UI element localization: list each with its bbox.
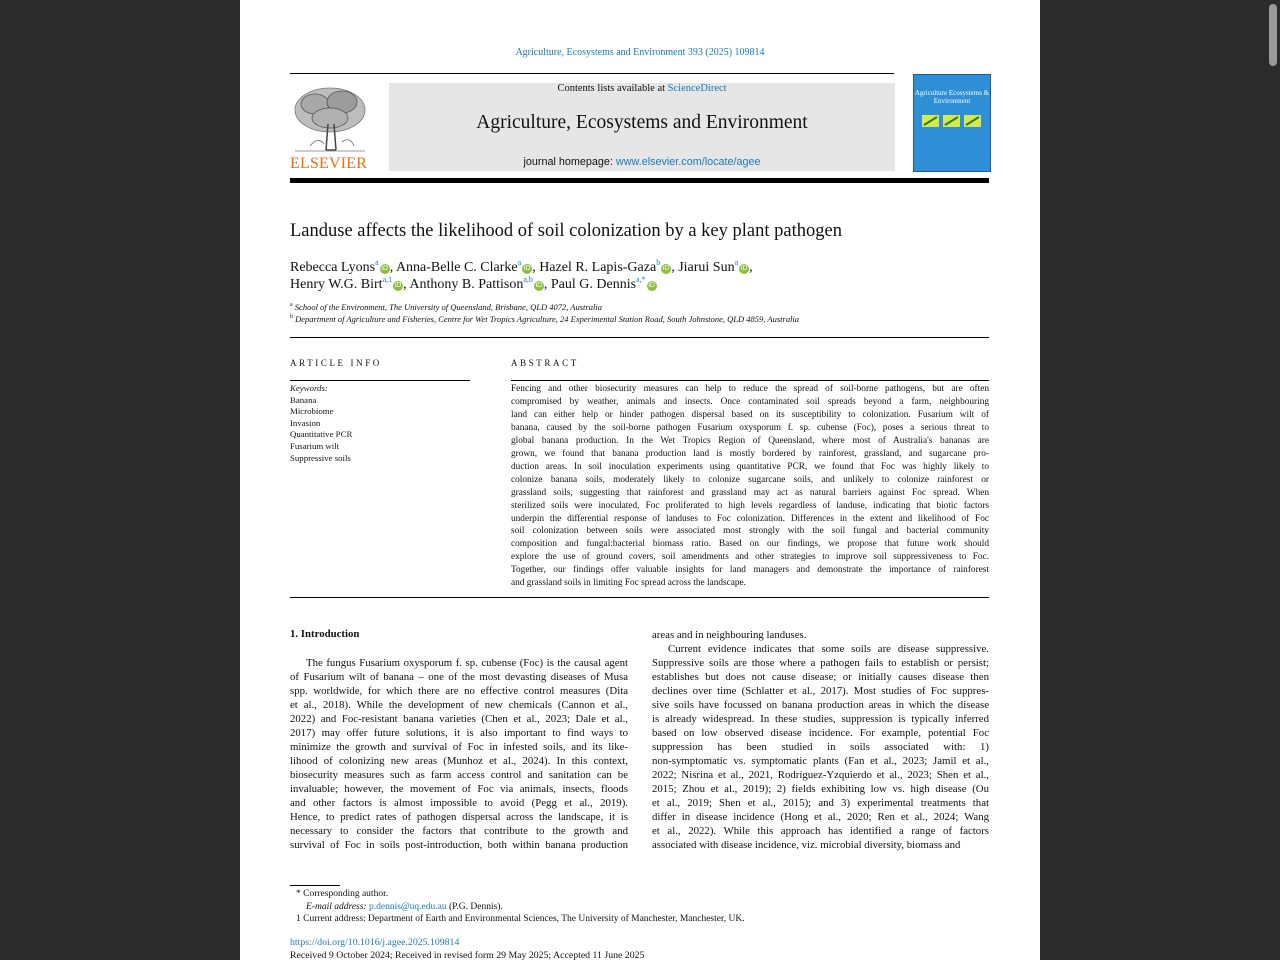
masthead-rule [290,178,989,183]
author-affiliation-mark[interactable]: a [375,258,379,267]
author-name: Anthony B. Pattison [409,277,524,292]
author-separator: , [389,260,396,275]
journal-cover-image [913,74,991,172]
body-line: 2017) may offer future solutions, it is also important to find ways to [290,727,628,739]
abstract-line: sterilized soils were inoculated, Foc proliferated to high levels regardless of landuse, indicating that biotic factors [511,500,989,511]
journal-homepage-link[interactable]: www.elsevier.com/locate/agee [615,156,761,168]
abstract-line: composition and fungal:bacterial biomass ratio. Based on our findings, we propose that future work should [511,539,989,550]
body-line: necessary to consider the factors that contribute to the growth and [290,825,628,837]
introduction-heading: 1. Introduction [290,628,360,640]
body-line: suppression has been studied in soils associated with: 1) [652,741,989,753]
article-title: Landuse affects the likelihood of soil colonization by a key plant pathogen [290,221,842,241]
abstract-line: grassland soils, suggesting that rainforest and grassland may act as natural barriers against Foc spread. When [511,487,989,498]
email-note: E-mail address: p.dennis@uq.edu.au (P.G. Dennis). [306,902,503,912]
author-separator: , [671,260,679,275]
sciencedirect-link[interactable]: ScienceDirect [667,83,727,94]
body-line: et al., 2022). While this approach has identified a range of factors [652,825,989,837]
keyword-item: Banana [290,394,317,405]
introduction-column-1 [290,656,628,852]
journal-homepage-line: journal homepage: www.elsevier.com/locate/agee [523,156,761,168]
abstract-line: banana, caused by the soil-borne pathogen Fusarium oxysporum f. sp. cubense (Foc), poses a serious threat to [511,422,989,433]
keywords-block [290,383,352,464]
keyword-item: Invasion [290,417,321,428]
orcid-icon[interactable]: iD [523,265,531,272]
abstract-heading: ABSTRACT [511,358,579,368]
body-line: lihood of colonizing new areas (Munhoz et al., 2024). In this context, [290,755,628,767]
journal-masthead [389,83,895,171]
body-line: non-symptomatic vs. symptomatic plants (Fan et al., 2023; Jamil et al., [652,755,989,767]
orcid-icon[interactable]: iD [662,265,670,272]
article-info-heading: ARTICLE INFO [290,358,382,368]
body-line: declines over time (Schlatter et al., 2017). Most studies of Foc suppres- [652,685,989,697]
body-line: biosecurity measures such as farm access control and sanitation can be [290,769,628,781]
affiliation-a: $^a$ School of the Environment, The University of Queensland, Brisbane, QLD 4072, Australia [290,302,602,312]
pdf-page [240,0,1040,960]
author-name: Hazel R. Lapis-Gaza [539,260,657,275]
abstract-line: duction areas. In soil inoculation experiments using quantitative PCR, we found that Foc was highly likely to [511,461,989,472]
author-name: Paul G. Dennis [550,277,637,292]
footnote-rule [290,885,340,886]
journal-citation[interactable]: Agriculture, Ecosystems and Environment 393 (2025) 109814 [515,47,765,58]
author-name: Jiarui Sun [678,260,735,275]
orcid-icon[interactable]: iD [535,282,543,289]
body-line: and other factors is almost impossible to avoid (Pegg et al., 2019). [290,797,628,809]
body-line: 2015; Zhou et al., 2019); 2) fields exhibiting low vs. high disease (Ou [652,783,989,795]
author-affiliation-mark[interactable]: a [517,258,522,267]
body-line: spp. worldwide, for which there are no effective control measures (Dita [290,685,628,697]
body-line: associated with disease incidence, viz. microbial diversity, biomass and [652,839,961,851]
body-line: survival of Foc in soils post-introduction, both within banana production [290,839,628,851]
author-affiliation-mark[interactable]: a,b [523,275,533,284]
contents-line: Contents lists available at ScienceDirect [557,83,727,94]
author-line-2 [290,275,657,293]
author-affiliation-mark[interactable]: a,1 [382,275,393,284]
keywords-list [290,395,352,465]
keyword-item: Fusarium wilt [290,440,340,451]
author-line-1 [290,258,753,276]
body-line: et al., 2018). While the development of new chemicals (Cannon et al., [290,699,628,711]
article-info-rule [290,380,470,381]
abstract-line: Together, our findings offer valuable insights for land managers and demonstrate the importance of rainforest [511,565,989,576]
body-line: 2022; Nisrina et al., 2021, Rodríguez-Yzquierdo et al., 2023; Shen et al., [652,769,989,781]
body-line: invaluable; however, the movement of Foc via animals, insects, floods [290,783,628,795]
doi-link[interactable]: https://doi.org/10.1016/j.agee.2025.109814 [290,937,460,948]
author-name: Rebecca Lyons [290,260,376,275]
abstract-text [511,383,989,590]
orcid-icon[interactable]: iD [381,265,389,272]
body-line: establishes but does not cause disease; or initially causes disease then [652,671,989,683]
author-separator: , [403,277,410,292]
author-separator: , [749,260,753,275]
body-line: minimize the growth and survival of Foc in infested soils, and its like- [290,741,628,753]
author-affiliation-mark[interactable]: b [656,258,661,267]
cover-leaf-icon [922,113,982,129]
body-line: The fungus Fusarium oxysporum f. sp. cubense (Foc) is the causal agent [306,657,628,669]
author-separator: , [532,260,540,275]
abstract-line: and grassland soils in limiting Foc spread across the landscape. [511,578,746,589]
orcid-icon[interactable]: iD [394,282,402,289]
body-line: Suppressive soils are those where a pathogen fails to establish or persist; [652,657,989,669]
author-affiliation-mark[interactable]: a [734,258,739,267]
body-line: et al., 2019; Shen et al., 2015); and 3) experimental treatments that [652,797,989,809]
abstract-line: global banana production. In the Wet Tropics Region of Queensland, where most of Australia's bananas are [511,435,989,446]
section-rule-bottom [290,597,989,598]
keyword-item: Suppressive soils [290,452,351,463]
cover-title: Agriculture Ecosystems & Environment [914,89,990,105]
author-name: Anna-Belle C. Clarke [395,260,518,275]
body-line: areas and in neighbouring landuses. [652,629,807,641]
abstract-line: compromised by weather, animals and insects. Once contaminated soil spreads beyond a farm, neighbouring [511,396,989,407]
body-line: 2022) and Foc-resistant banana varieties (Chen et al., 2023; Dale et al., [290,713,628,725]
abstract-line: colonize banana soils, moderately likely to colonize sugarcane soils, and unlikely to colonize rainforest or [511,474,989,485]
publisher-wordmark: ELSEVIER [290,155,368,172]
author-affiliation-mark[interactable]: a,* [636,275,646,284]
body-line: Current evidence indicates that some soils are disease suppressive. [668,643,989,655]
header-rule [290,73,894,74]
body-line: sive soils have focussed on banana production areas in which the disease [652,699,989,711]
body-line: based on low observed disease incidence. For example, potential Foc [652,727,989,739]
body-line: is already widespread. In these studies, suppression is typically inferred [652,713,989,725]
current-address-note: 1 Current address: Department of Earth and Environmental Sciences, The University of Manchester, Manchester, UK. [296,914,745,924]
corresponding-author-note: * Corresponding author. [296,889,389,899]
keyword-item: Quantitative PCR [290,429,353,440]
vertical-scrollbar[interactable] [1266,0,1280,960]
abstract-line: Fencing and other biosecurity measures can help to reduce the spread of soil-borne pathogens, but are often [511,384,989,394]
body-line: differ in disease incidence (Hong et al., 2020; Ren et al., 2024; Wang [652,811,989,823]
abstract-rule [511,380,989,381]
scrollbar-thumb[interactable] [1269,4,1277,66]
orcid-icon[interactable]: iD [648,282,655,289]
email-link[interactable]: p.dennis@uq.edu.au [368,902,447,912]
author-name: Henry W.G. Birt [290,277,383,292]
introduction-column-2 [652,628,989,852]
keywords-label: Keywords: [290,383,328,393]
affiliation-b: $^b$ Department of Agriculture and Fisheries, Centre for Wet Tropics Agriculture, 24 Experimental Station Road, South Johnstone, QLD 4859, Australia [290,314,800,324]
abstract-line: grown, we found that banana production land is mostly bordered by rainforest, grassland, and sugarcane pro- [511,448,989,459]
abstract-line: land can either help or hinder pathogen dispersal based on its susceptibility to colonization. Fusarium wilt of [511,409,989,420]
abstract-line: explore the use of ground covers, soil amendments and other strategies to improve soil suppressiveness to Foc. [511,552,989,563]
keyword-item: Microbiome [290,406,334,417]
abstract-line: soil colonization between soils were associated most strongly with the soil fungal and bacterial community [511,526,989,537]
author-separator: , [543,277,551,292]
body-line: Hence, to predict rates of pathogen dispersal across the landscape, it is [290,811,628,823]
orcid-icon[interactable]: iD [740,265,748,272]
received-dates: Received 9 October 2024; Received in revised form 29 May 2025; Accepted 11 June 2025 [290,950,645,960]
abstract-line: underpin the differential response of landuses to Foc colonization. Differences in the extent and likelihood of Foc [511,513,989,524]
body-line: of Fusarium wilt of banana – one of the most devasting diseases of Musa [290,671,628,683]
section-rule [290,337,989,338]
journal-name: Agriculture, Ecosystems and Environment [476,112,808,133]
